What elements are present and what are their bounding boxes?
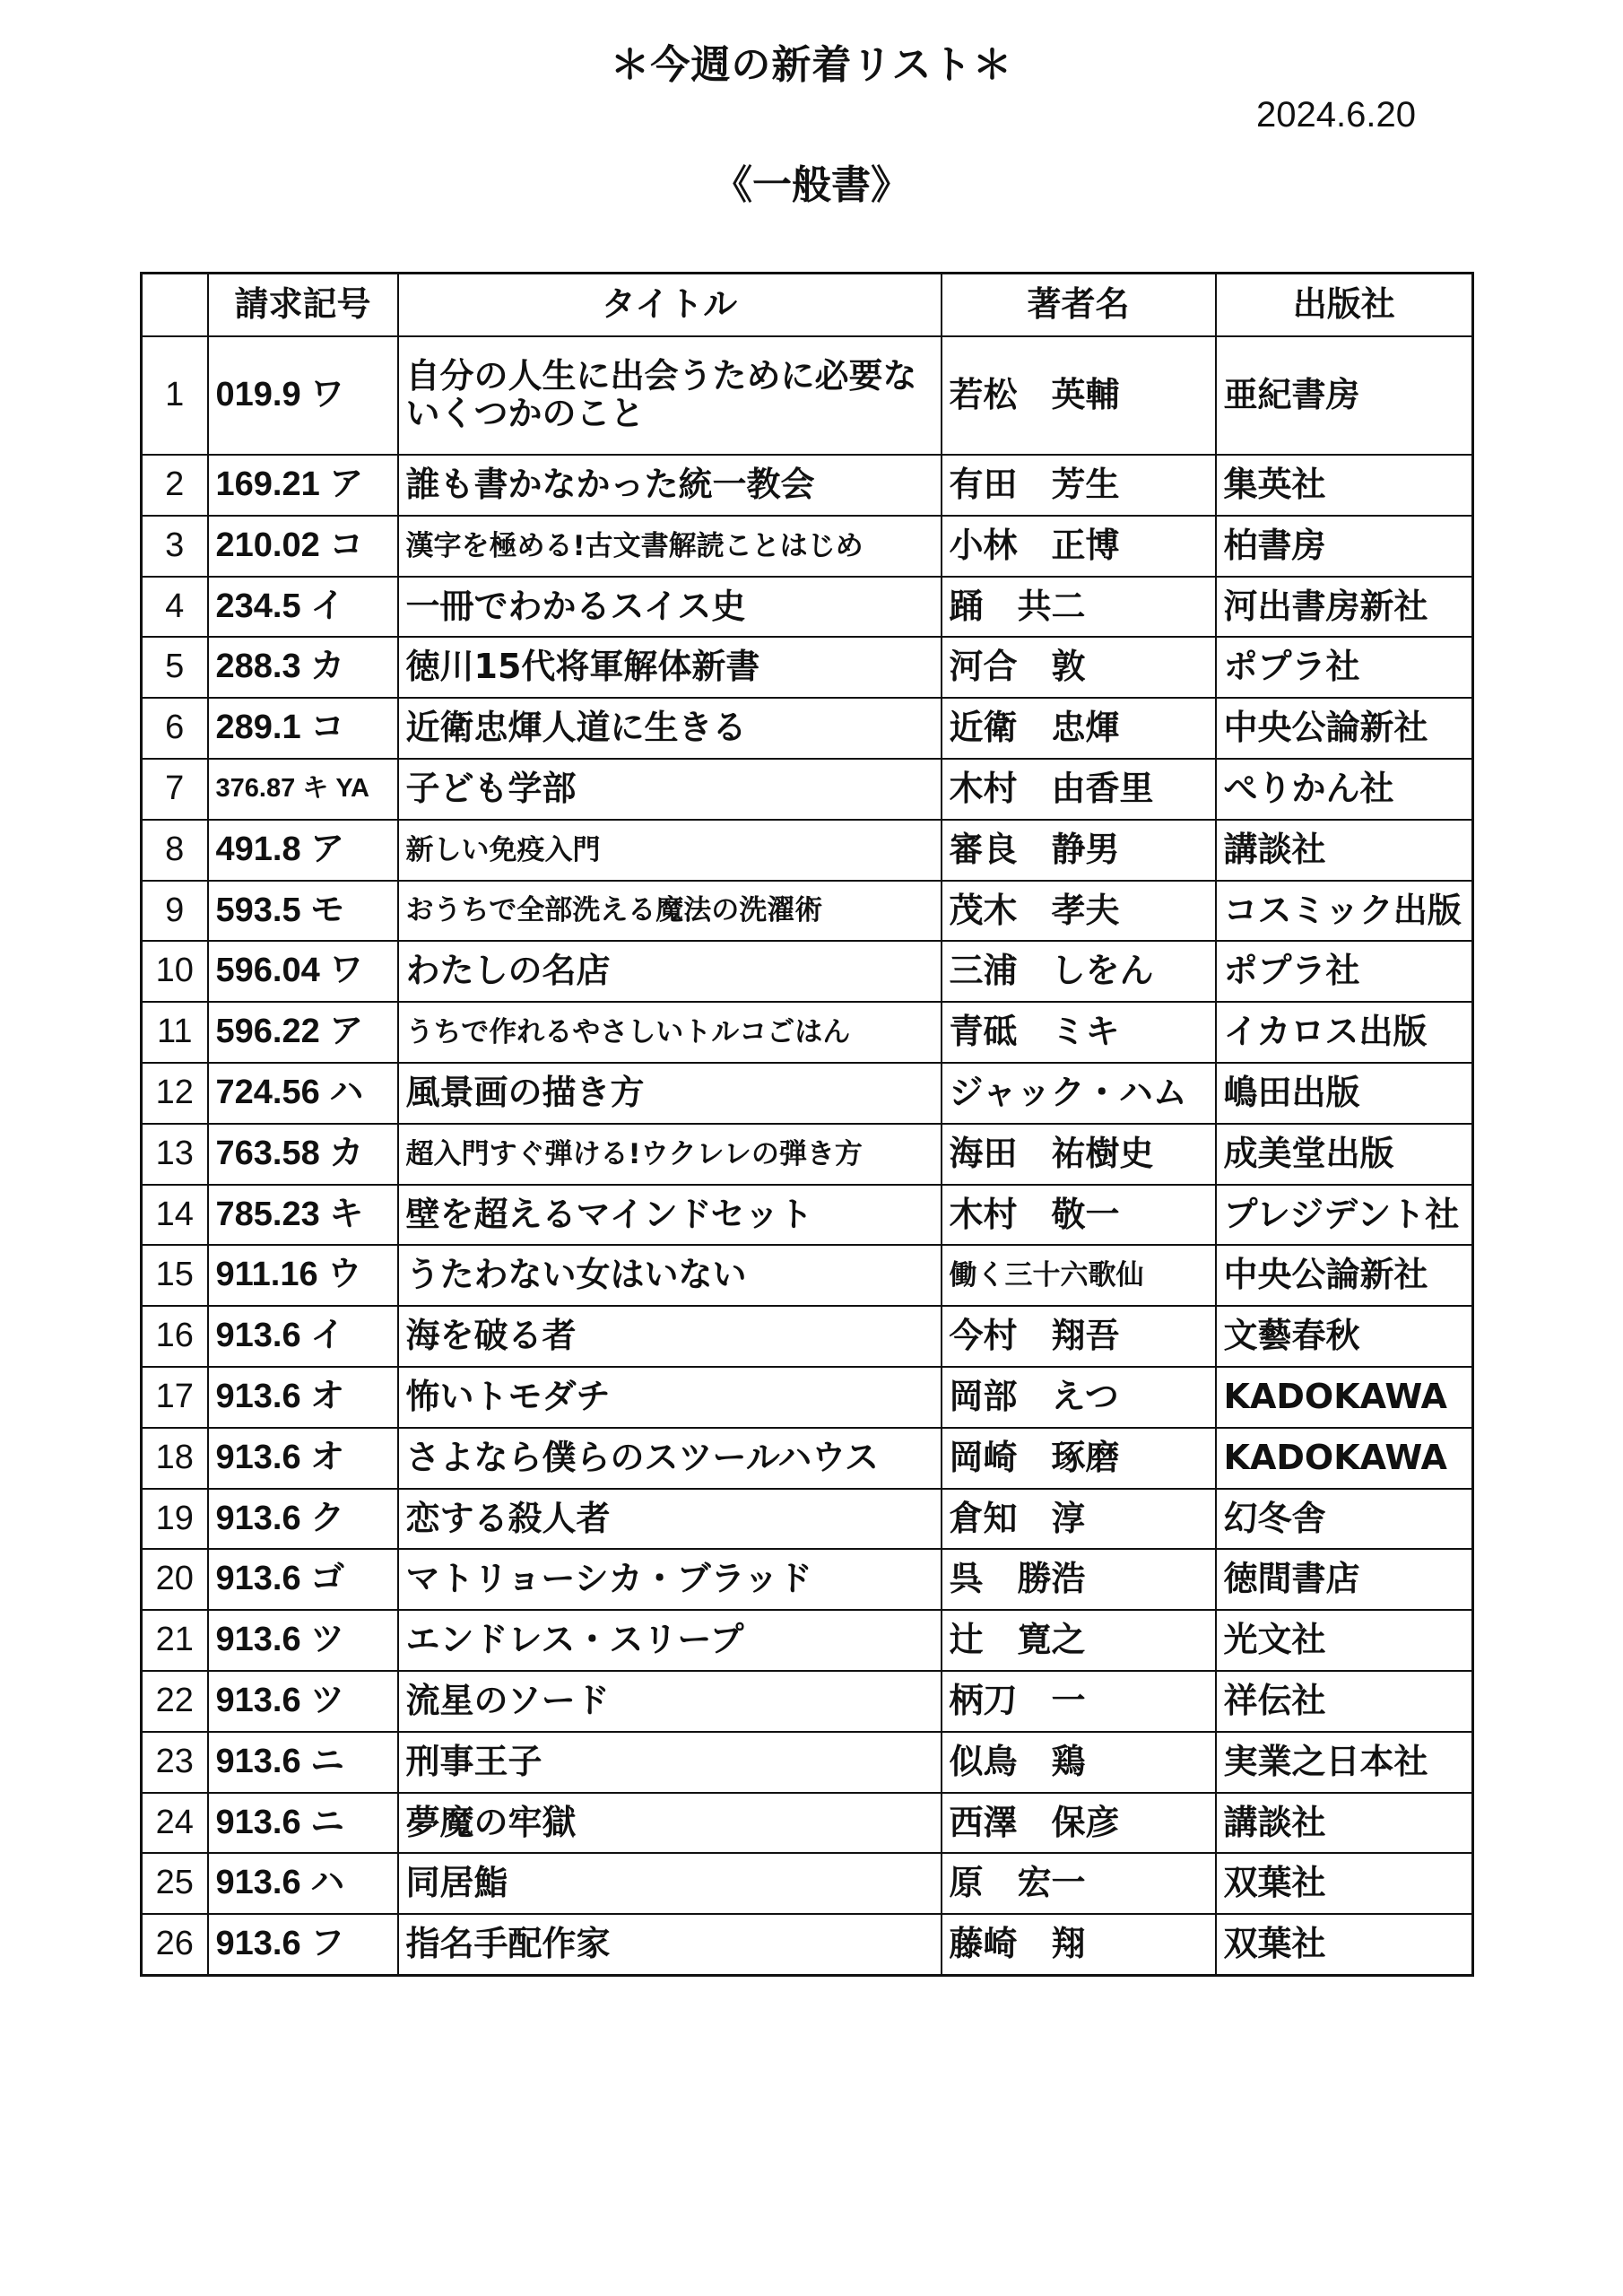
call-number: 210.02 コ — [208, 516, 398, 577]
book-title: わたしの名店 — [398, 941, 942, 1002]
column-header-title: タイトル — [398, 274, 942, 337]
table-row — [142, 1185, 1473, 1246]
author-name: 岡部 えつ — [942, 1367, 1216, 1428]
book-title: 恋する殺人者 — [398, 1489, 942, 1550]
publisher-name: 実業之日本社 — [1216, 1732, 1473, 1793]
row-number: 20 — [142, 1549, 208, 1610]
book-title: 海を破る者 — [398, 1306, 942, 1367]
publisher-name: 嶋田出版 — [1216, 1063, 1473, 1124]
list-date: 2024.6.20 — [1256, 95, 1416, 135]
call-number: 913.6 ハ — [208, 1853, 398, 1914]
book-title: 壁を超えるマインドセット — [398, 1185, 942, 1246]
table-row — [142, 637, 1473, 698]
book-title: さよなら僕らのスツールハウス — [398, 1428, 942, 1489]
column-header-publisher: 出版社 — [1216, 274, 1473, 337]
publisher-name: ポプラ社 — [1216, 941, 1473, 1002]
book-title: 怖いトモダチ — [398, 1367, 942, 1428]
call-number: 913.6 ニ — [208, 1793, 398, 1854]
publisher-name: 成美堂出版 — [1216, 1124, 1473, 1185]
book-title: 刑事王子 — [398, 1732, 942, 1793]
publisher-name: コスミック出版 — [1216, 881, 1473, 942]
publisher-name: 集英社 — [1216, 455, 1473, 516]
table-row — [142, 1793, 1473, 1854]
call-number: 288.3 カ — [208, 637, 398, 698]
publisher-name: 亜紀書房 — [1216, 336, 1473, 455]
row-number: 23 — [142, 1732, 208, 1793]
row-number: 18 — [142, 1428, 208, 1489]
book-title: 風景画の描き方 — [398, 1063, 942, 1124]
row-number: 2 — [142, 455, 208, 516]
author-name: 似鳥 鶏 — [942, 1732, 1216, 1793]
book-title: 一冊でわかるスイス史 — [398, 577, 942, 638]
author-name: 小林 正博 — [942, 516, 1216, 577]
call-number: 376.87 キ YA — [208, 759, 398, 820]
row-number: 15 — [142, 1245, 208, 1306]
row-number: 12 — [142, 1063, 208, 1124]
column-header-author: 著者名 — [942, 274, 1216, 337]
publisher-name: KADOKAWA — [1216, 1367, 1473, 1428]
table-row — [142, 1063, 1473, 1124]
column-header-call-number: 請求記号 — [208, 274, 398, 337]
publisher-name: イカロス出版 — [1216, 1002, 1473, 1063]
publisher-name: 柏書房 — [1216, 516, 1473, 577]
book-title: 自分の人生に出会うために必要ないくつかのこと — [398, 336, 942, 455]
call-number: 019.9 ワ — [208, 336, 398, 455]
author-name: 近衛 忠煇 — [942, 698, 1216, 759]
book-title: 新しい免疫入門 — [398, 820, 942, 881]
row-number: 10 — [142, 941, 208, 1002]
table-row — [142, 1914, 1473, 1975]
table-row — [142, 941, 1473, 1002]
author-name: 原 宏一 — [942, 1853, 1216, 1914]
book-title: 同居鮨 — [398, 1853, 942, 1914]
row-number: 11 — [142, 1002, 208, 1063]
row-number: 17 — [142, 1367, 208, 1428]
publisher-name: 双葉社 — [1216, 1914, 1473, 1975]
author-name: 今村 翔吾 — [942, 1306, 1216, 1367]
row-number: 8 — [142, 820, 208, 881]
table-row — [142, 1124, 1473, 1185]
table-row — [142, 1306, 1473, 1367]
table-row — [142, 455, 1473, 516]
book-title: マトリョーシカ・ブラッド — [398, 1549, 942, 1610]
row-number: 26 — [142, 1914, 208, 1975]
table-row — [142, 1002, 1473, 1063]
call-number: 596.22 ア — [208, 1002, 398, 1063]
author-name: 柄刀 一 — [942, 1671, 1216, 1732]
publisher-name: 講談社 — [1216, 1793, 1473, 1854]
author-name: 働く三十六歌仙 — [942, 1245, 1216, 1306]
call-number: 763.58 カ — [208, 1124, 398, 1185]
row-number: 14 — [142, 1185, 208, 1246]
publisher-name: 祥伝社 — [1216, 1671, 1473, 1732]
author-name: 辻 寛之 — [942, 1610, 1216, 1671]
author-name: 有田 芳生 — [942, 455, 1216, 516]
row-number: 5 — [142, 637, 208, 698]
table-row — [142, 1367, 1473, 1428]
row-number: 21 — [142, 1610, 208, 1671]
call-number: 596.04 ワ — [208, 941, 398, 1002]
publisher-name: ポプラ社 — [1216, 637, 1473, 698]
row-number: 3 — [142, 516, 208, 577]
row-number: 24 — [142, 1793, 208, 1854]
book-title: 超入門すぐ弾ける!ウクレレの弾き方 — [398, 1124, 942, 1185]
publisher-name: プレジデント社 — [1216, 1185, 1473, 1246]
author-name: 茂木 孝夫 — [942, 881, 1216, 942]
publisher-name: 徳間書店 — [1216, 1549, 1473, 1610]
call-number: 913.6 フ — [208, 1914, 398, 1975]
publisher-name: 光文社 — [1216, 1610, 1473, 1671]
call-number: 913.6 オ — [208, 1428, 398, 1489]
row-number: 9 — [142, 881, 208, 942]
book-title: 流星のソード — [398, 1671, 942, 1732]
book-title: 誰も書かなかった統一教会 — [398, 455, 942, 516]
book-title: おうちで全部洗える魔法の洗濯術 — [398, 881, 942, 942]
publisher-name: 中央公論新社 — [1216, 698, 1473, 759]
publisher-name: ぺりかん社 — [1216, 759, 1473, 820]
call-number: 913.6 ゴ — [208, 1549, 398, 1610]
row-number: 1 — [142, 336, 208, 455]
call-number: 289.1 コ — [208, 698, 398, 759]
table-row — [142, 1610, 1473, 1671]
row-number: 6 — [142, 698, 208, 759]
table-row — [142, 759, 1473, 820]
author-name: 海田 祐樹史 — [942, 1124, 1216, 1185]
table-row — [142, 516, 1473, 577]
table-row — [142, 1489, 1473, 1550]
page-title: ＊今週の新着リスト＊ — [610, 42, 1013, 88]
call-number: 491.8 ア — [208, 820, 398, 881]
table-row — [142, 1549, 1473, 1610]
table-row — [142, 881, 1473, 942]
author-name: 呉 勝浩 — [942, 1549, 1216, 1610]
publisher-name: 文藝春秋 — [1216, 1306, 1473, 1367]
author-name: 河合 敦 — [942, 637, 1216, 698]
author-name: 岡崎 琢磨 — [942, 1428, 1216, 1489]
author-name: 審良 静男 — [942, 820, 1216, 881]
book-title: 夢魔の牢獄 — [398, 1793, 942, 1854]
new-books-table — [140, 272, 1474, 1977]
table-row — [142, 1245, 1473, 1306]
table-row — [142, 698, 1473, 759]
publisher-name: 幻冬舎 — [1216, 1489, 1473, 1550]
author-name: 若松 英輔 — [942, 336, 1216, 455]
publisher-name: 中央公論新社 — [1216, 1245, 1473, 1306]
row-number: 19 — [142, 1489, 208, 1550]
publisher-name: 河出書房新社 — [1216, 577, 1473, 638]
author-name: 木村 由香里 — [942, 759, 1216, 820]
author-name: 踊 共二 — [942, 577, 1216, 638]
book-title: エンドレス・スリープ — [398, 1610, 942, 1671]
author-name: 藤崎 翔 — [942, 1914, 1216, 1975]
author-name: 倉知 淳 — [942, 1489, 1216, 1550]
book-title: 子ども学部 — [398, 759, 942, 820]
call-number: 913.6 イ — [208, 1306, 398, 1367]
call-number: 785.23 キ — [208, 1185, 398, 1246]
section-heading: 《一般書》 — [713, 162, 910, 208]
book-title: うたわない女はいない — [398, 1245, 942, 1306]
row-number: 7 — [142, 759, 208, 820]
call-number: 724.56 ハ — [208, 1063, 398, 1124]
book-title: 近衛忠煇人道に生きる — [398, 698, 942, 759]
table-row — [142, 1732, 1473, 1793]
call-number: 593.5 モ — [208, 881, 398, 942]
column-header-number — [142, 274, 208, 337]
book-title: 漢字を極める!古文書解読ことはじめ — [398, 516, 942, 577]
table-row — [142, 1671, 1473, 1732]
call-number: 234.5 イ — [208, 577, 398, 638]
book-title: 徳川15代将軍解体新書 — [398, 637, 942, 698]
table-row — [142, 1853, 1473, 1914]
book-title: うちで作れるやさしいトルコごはん — [398, 1002, 942, 1063]
call-number: 913.6 ニ — [208, 1732, 398, 1793]
table-header-row — [142, 274, 1473, 337]
publisher-name: 講談社 — [1216, 820, 1473, 881]
call-number: 913.6 オ — [208, 1367, 398, 1428]
row-number: 25 — [142, 1853, 208, 1914]
publisher-name: KADOKAWA — [1216, 1428, 1473, 1489]
call-number: 913.6 ツ — [208, 1610, 398, 1671]
row-number: 4 — [142, 577, 208, 638]
call-number: 913.6 ツ — [208, 1671, 398, 1732]
call-number: 169.21 ア — [208, 455, 398, 516]
table-row — [142, 577, 1473, 638]
call-number: 911.16 ウ — [208, 1245, 398, 1306]
row-number: 16 — [142, 1306, 208, 1367]
table-row — [142, 820, 1473, 881]
table-row — [142, 336, 1473, 455]
author-name: 青砥 ミキ — [942, 1002, 1216, 1063]
book-title: 指名手配作家 — [398, 1914, 942, 1975]
author-name: 西澤 保彦 — [942, 1793, 1216, 1854]
author-name: ジャック・ハム — [942, 1063, 1216, 1124]
author-name: 木村 敬一 — [942, 1185, 1216, 1246]
table-row — [142, 1428, 1473, 1489]
row-number: 22 — [142, 1671, 208, 1732]
call-number: 913.6 ク — [208, 1489, 398, 1550]
author-name: 三浦 しをん — [942, 941, 1216, 1002]
row-number: 13 — [142, 1124, 208, 1185]
publisher-name: 双葉社 — [1216, 1853, 1473, 1914]
